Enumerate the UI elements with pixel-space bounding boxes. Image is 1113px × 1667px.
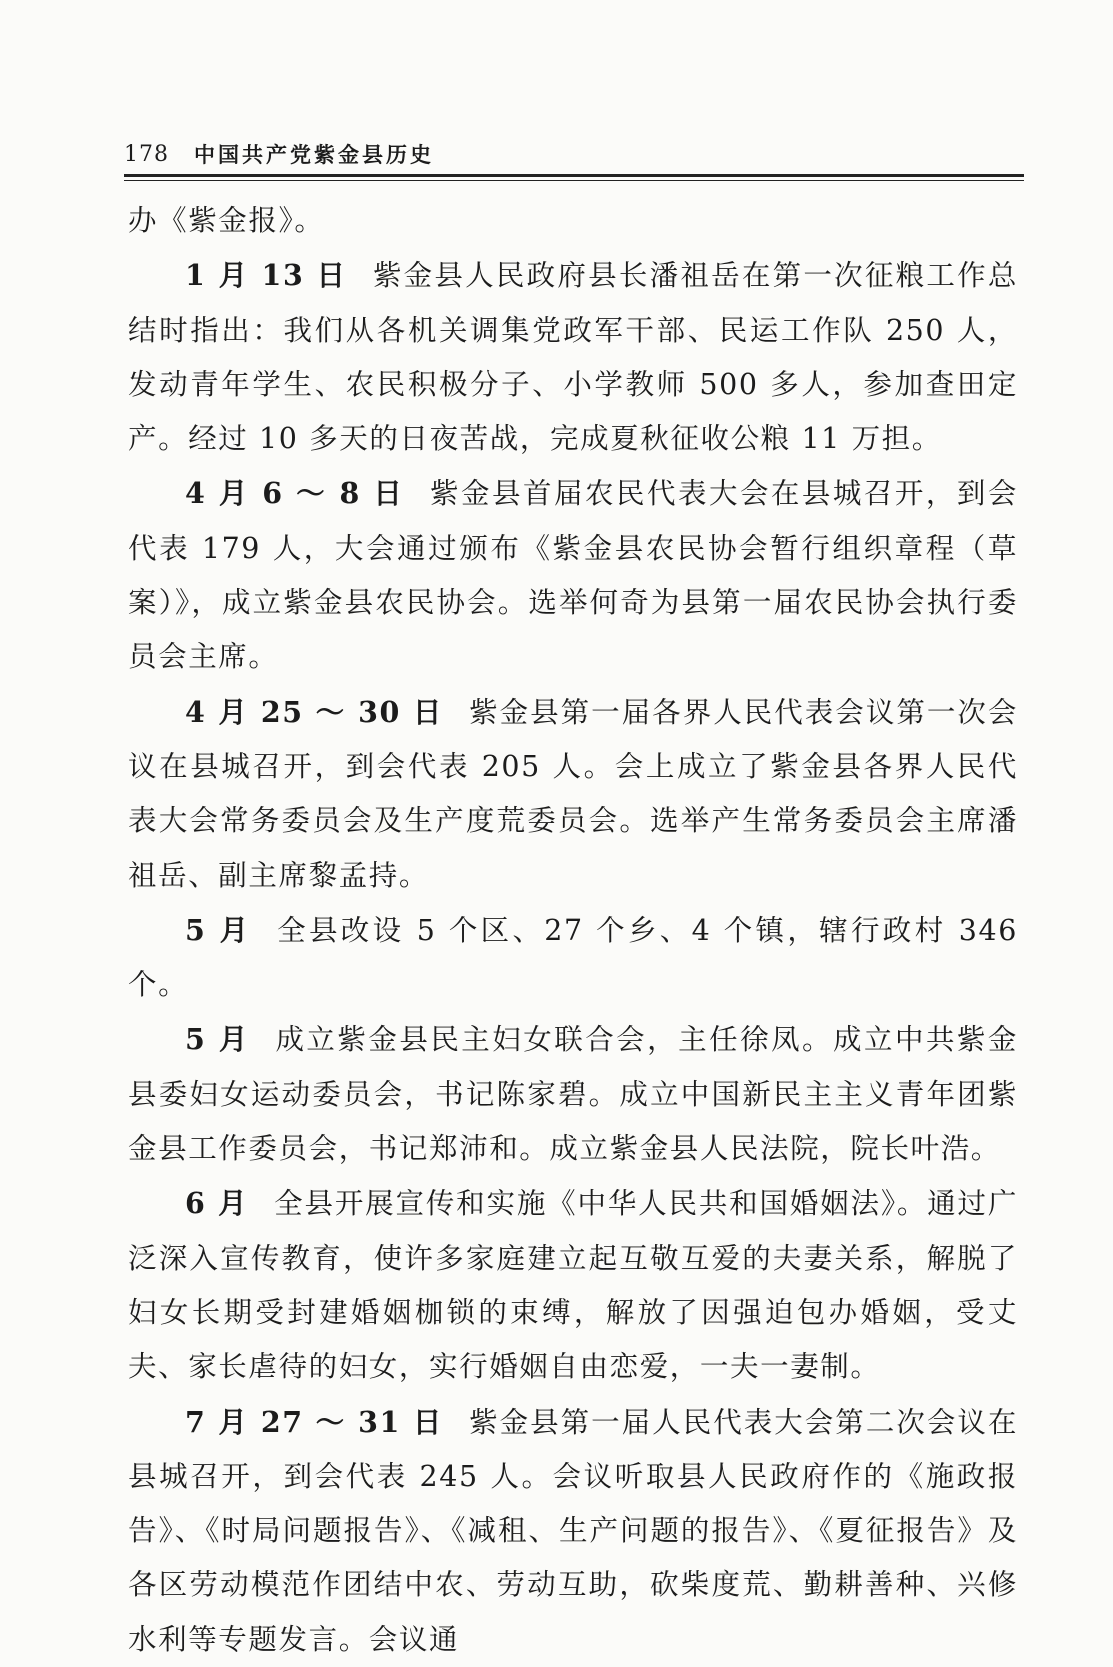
entry-text: 紫金县第一届各界人民代表会议第一次会议在县城召开，到会代表 205 人。会上成立了紫金县各界人民代表大会常务委员会及生产度荒委员会。选举产生常务委员会主席潘祖岳、副主席黎孟持。 xyxy=(128,695,1018,892)
entry-date: 7 月 27 ～ 31 日 xyxy=(185,1404,444,1439)
paragraph-entry xyxy=(128,466,1018,684)
paragraph-entry xyxy=(128,1012,1018,1176)
body-text xyxy=(128,194,1018,1667)
entry-date: 6 月 xyxy=(185,1186,249,1221)
entry-date: 4 月 6 ～ 8 日 xyxy=(185,476,405,511)
header-rule-thick xyxy=(124,174,1024,177)
header-rule-thin xyxy=(124,180,1024,181)
paragraph-entry xyxy=(128,248,1018,466)
paragraph-entry xyxy=(128,1395,1018,1667)
paragraph-continuation xyxy=(128,194,1018,248)
entry-text: 紫金县首届农民代表大会在县城召开，到会代表 179 人，大会通过颁布《紫金县农民协会暂行组织章程（草案）》，成立紫金县农民协会。选举何奇为县第一届农民协会执行委员会主席。 xyxy=(128,477,1018,674)
paragraph-entry xyxy=(128,685,1018,903)
paragraph-entry xyxy=(128,903,1018,1013)
paragraph-entry xyxy=(128,1176,1018,1394)
entry-date: 5 月 xyxy=(185,1022,250,1057)
entry-date: 5 月 xyxy=(185,912,252,947)
page-header xyxy=(124,138,1024,172)
running-title: 中国共产党紫金县历史 xyxy=(194,142,434,167)
entry-text: 全县开展宣传和实施《中华人民共和国婚姻法》。通过广泛深入宣传教育，使许多家庭建立起互敬互爱的夫妻关系，解脱了妇女长期受封建婚姻枷锁的束缚，解放了因强迫包办婚姻，受丈夫、家长虐待的妇女，实行婚姻自由恋爱，一夫一妻制。 xyxy=(128,1187,1018,1384)
page-number: 178 xyxy=(124,142,169,167)
entry-text: 成立紫金县民主妇女联合会，主任徐凤。成立中共紫金县委妇女运动委员会，书记陈家碧。成立中国新民主主义青年团紫金县工作委员会，书记郑沛和。成立紫金县人民法院，院长叶浩。 xyxy=(128,1023,1018,1166)
entry-date: 1 月 13 日 xyxy=(185,258,348,293)
entry-text: 紫金县人民政府县长潘祖岳在第一次征粮工作总结时指出：我们从各机关调集党政军干部、民运工作队 250 人，发动青年学生、农民积极分子、小学教师 500 多人，参加查田定产。经过 10 多天的日夜苦战，完成夏秋征收公粮 11 万担。 xyxy=(128,259,1018,456)
paragraph-text: 办《紫金报》。 xyxy=(128,204,325,237)
entry-text: 全县改设 5 个区、27 个乡、4 个镇，辖行政村 346 个。 xyxy=(128,913,1018,1002)
entry-date: 4 月 25 ～ 30 日 xyxy=(185,694,444,729)
entry-text: 紫金县第一届人民代表大会第二次会议在县城召开，到会代表 245 人。会议听取县人民政府作的《施政报告》、《时局问题报告》、《减租、生产问题的报告》、《夏征报告》及各区劳动模范作团结中农、劳动互助，砍柴度荒、勤耕善种、兴修水利等专题发言。会议通 xyxy=(128,1405,1018,1656)
